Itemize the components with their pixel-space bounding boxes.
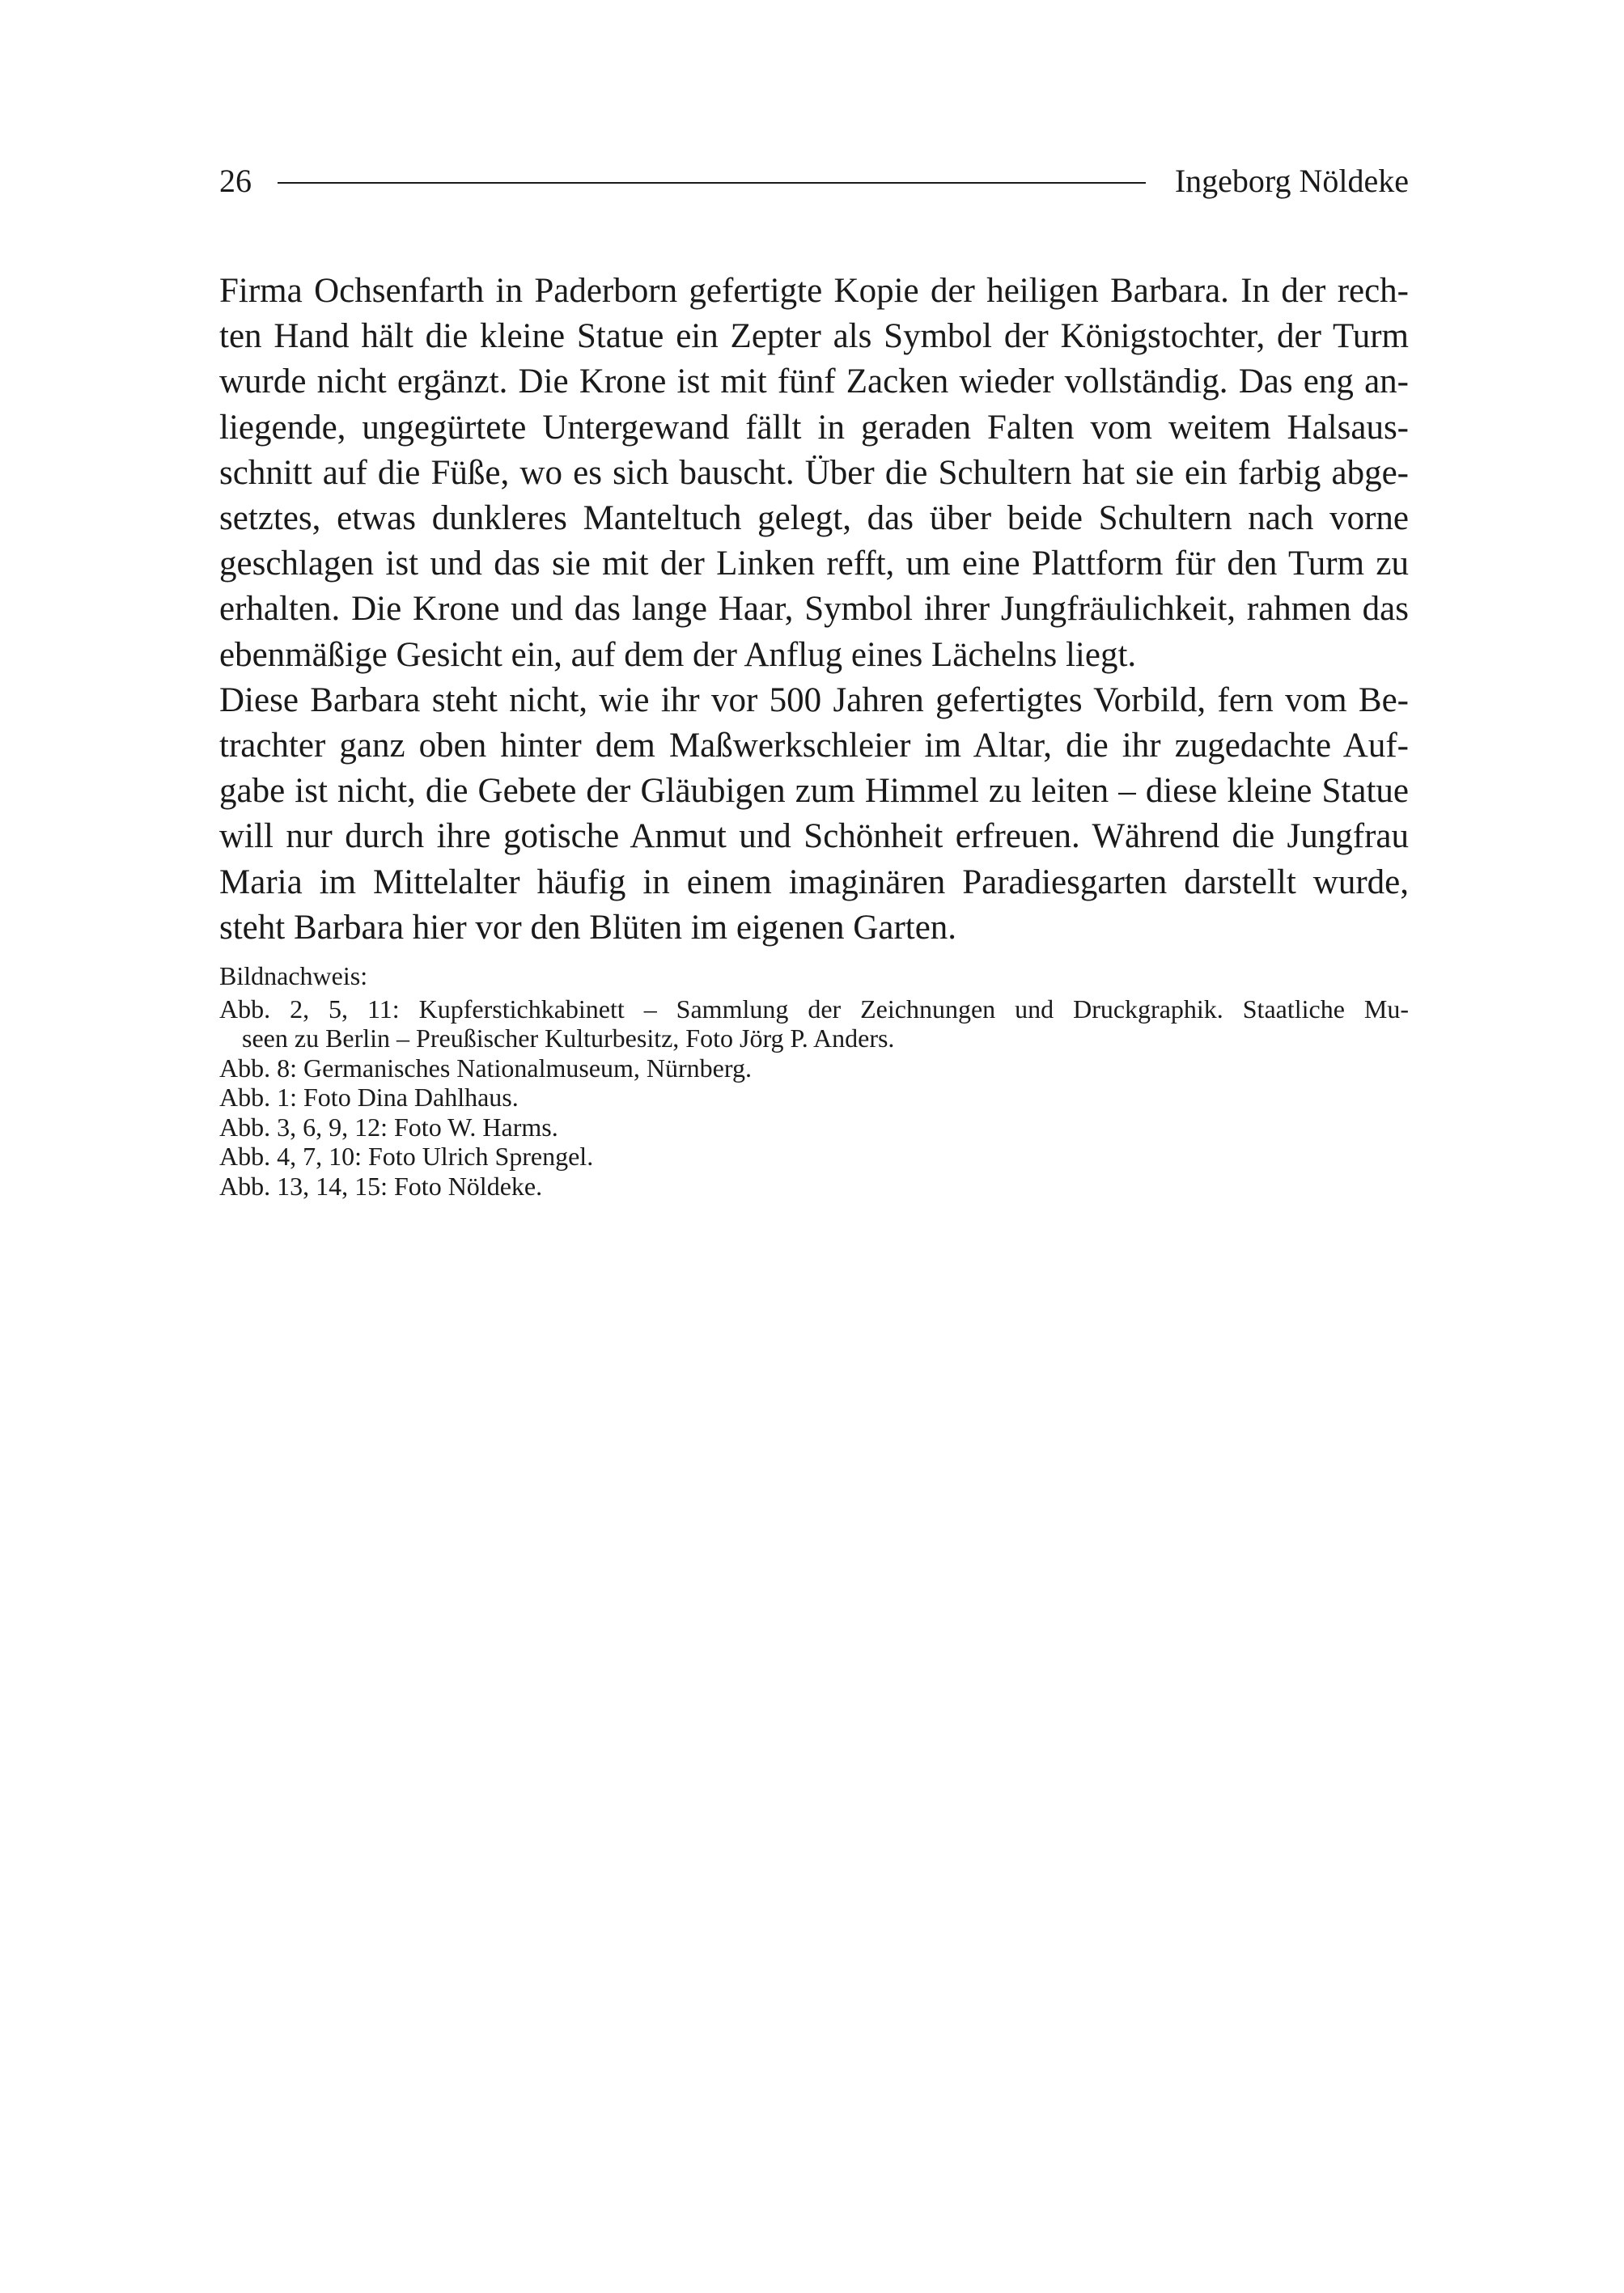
page-number: 26 xyxy=(219,163,252,199)
body-line: liegende, ungegürtete Untergewand fällt in geraden Falten vom weitem Halsaus- xyxy=(219,408,1409,447)
body-line: Diese Barbara steht nicht, wie ihr vor 500 Jahren gefertigtes Vorbild, fern vom Be- xyxy=(219,680,1409,719)
page-header xyxy=(219,162,1409,201)
body-line: gabe ist nicht, die Gebete der Gläubigen zum Himmel zu leiten – diese kleine Statue xyxy=(219,772,1409,811)
credit-line: Abb. 4, 7, 10: Foto Ulrich Sprengel. xyxy=(219,1142,594,1171)
credit-line: Abb. 3, 6, 9, 12: Foto W. Harms. xyxy=(219,1112,558,1142)
header-rule xyxy=(278,182,1146,184)
body-line: will nur durch ihre gotische Anmut und Schönheit erfreuen. Während die Jungfrau xyxy=(219,817,1409,856)
body-text xyxy=(219,269,1409,951)
image-credits xyxy=(219,961,1409,1201)
body-line: setztes, etwas dunkleres Manteltuch gelegt, das über beide Schultern nach vorne xyxy=(219,499,1409,538)
body-line: erhalten. Die Krone und das lange Haar, Symbol ihrer Jungfräulichkeit, rahmen das xyxy=(219,590,1409,629)
credit-line: Abb. 1: Foto Dina Dahlhaus. xyxy=(219,1083,519,1112)
body-line: wurde nicht ergänzt. Die Krone ist mit fünf Zacken wieder vollständig. Das eng an- xyxy=(219,362,1409,401)
body-line: Firma Ochsenfarth in Paderborn gefertigte Kopie der heiligen Barbara. In der rech- xyxy=(219,272,1409,310)
credit-line: seen zu Berlin – Preußischer Kulturbesitz, Foto Jörg P. Anders. xyxy=(242,1024,895,1053)
credits-heading: Bildnachweis: xyxy=(219,961,368,990)
body-line: trachter ganz oben hinter dem Maßwerkschleier im Altar, die ihr zugedachte Auf- xyxy=(219,727,1409,765)
body-line: steht Barbara hier vor den Blüten im eigenen Garten. xyxy=(219,908,957,947)
body-line: geschlagen ist und das sie mit der Linken refft, um eine Plattform für den Turm zu xyxy=(219,545,1409,583)
credit-line: Abb. 13, 14, 15: Foto Nöldeke. xyxy=(219,1171,543,1201)
body-line: Maria im Mittelalter häufig in einem imaginären Paradiesgarten darstellt wurde, xyxy=(219,863,1409,901)
body-line: schnitt auf die Füße, wo es sich bauscht. Über die Schultern hat sie ein farbig abge- xyxy=(219,453,1409,492)
running-head: Ingeborg Nöldeke xyxy=(1174,163,1409,199)
credit-line: Abb. 2, 5, 11: Kupferstichkabinett – Sammlung der Zeichnungen und Druckgraphik. Staatliche Mu- xyxy=(219,994,1409,1024)
body-line: ten Hand hält die kleine Statue ein Zepter als Symbol der Königstochter, der Turm xyxy=(219,317,1409,356)
body-line: ebenmäßige Gesicht ein, auf dem der Anflug eines Lächelns liegt. xyxy=(219,635,1137,674)
credit-line: Abb. 8: Germanisches Nationalmuseum, Nürnberg. xyxy=(219,1053,752,1083)
